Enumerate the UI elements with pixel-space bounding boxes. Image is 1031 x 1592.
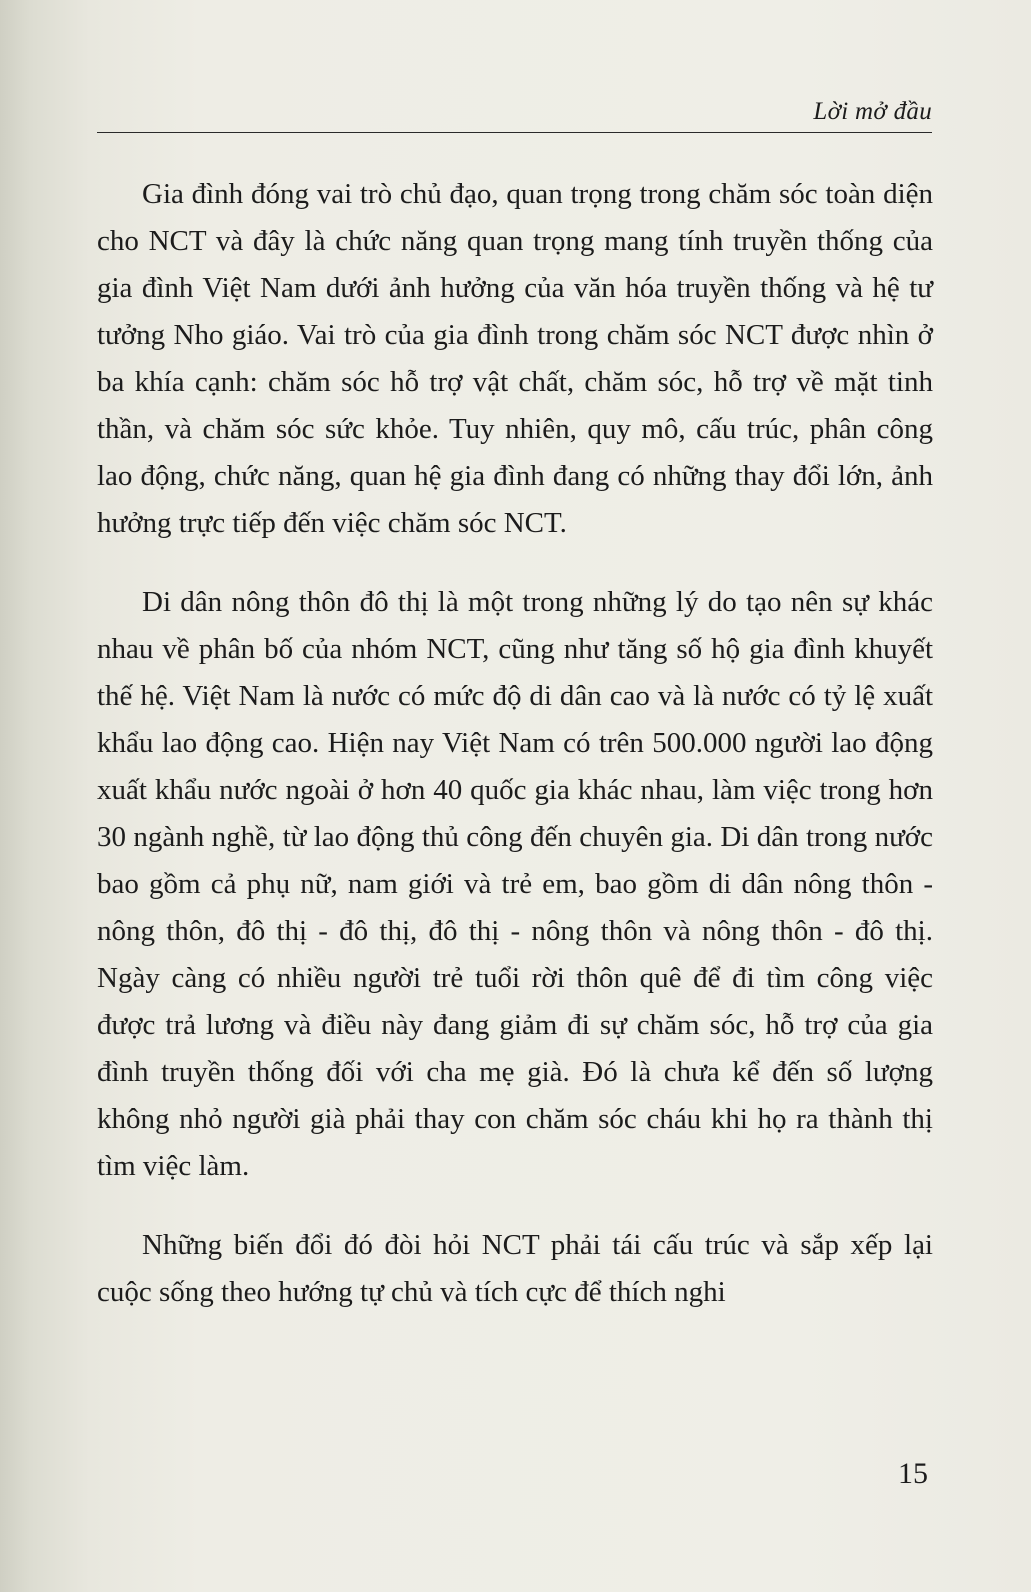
running-header [97,92,932,133]
paragraph-2: Di dân nông thôn đô thị là một trong những lý do tạo nên sự khác nhau về phân bố của nhóm NCT, cũng như tăng số hộ gia đình khuyết thế hệ. Việt Nam là nước có mức độ di dân cao và là nước có tỷ lệ xuất khẩu lao động cao. Hiện nay Việt Nam có trên 500.000 người lao động xuất khẩu nước ngoài ở hơn 40 quốc gia khác nhau, làm việc trong hơn 30 ngành nghề, từ lao động thủ công đến chuyên gia. Di dân trong nước bao gồm cả phụ nữ, nam giới và trẻ em, bao gồm di dân nông thôn - nông thôn, đô thị - đô thị, đô thị - nông thôn và nông thôn - đô thị. Ngày càng có nhiều người trẻ tuổi rời thôn quê để đi tìm công việc được trả lương và điều này đang giảm đi sự chăm sóc, hỗ trợ của gia đình truyền thống đối với cha mẹ già. Đó là chưa kể đến số lượng không nhỏ người già phải thay con chăm sóc cháu khi họ ra thành thị tìm việc làm. [97,586,933,1182]
page-number: 15 [898,1457,928,1490]
chapter-title: Lời mở đầu [813,98,932,125]
paragraph-3: Những biến đổi đó đòi hỏi NCT phải tái cấu trúc và sắp xếp lại cuộc sống theo hướng tự chủ và tích cực để thích nghi [97,1229,933,1308]
paragraph-1: Gia đình đóng vai trò chủ đạo, quan trọng trong chăm sóc toàn diện cho NCT và đây là chức năng quan trọng mang tính truyền thống của gia đình Việt Nam dưới ảnh hưởng của văn hóa truyền thống và hệ tư tưởng Nho giáo. Vai trò của gia đình trong chăm sóc NCT được nhìn ở ba khía cạnh: chăm sóc hỗ trợ vật chất, chăm sóc, hỗ trợ về mặt tinh thần, và chăm sóc sức khỏe. Tuy nhiên, quy mô, cấu trúc, phân công lao động, chức năng, quan hệ gia đình đang có những thay đổi lớn, ảnh hưởng trực tiếp đến việc chăm sóc NCT. [97,178,933,539]
body-text [97,171,933,1316]
